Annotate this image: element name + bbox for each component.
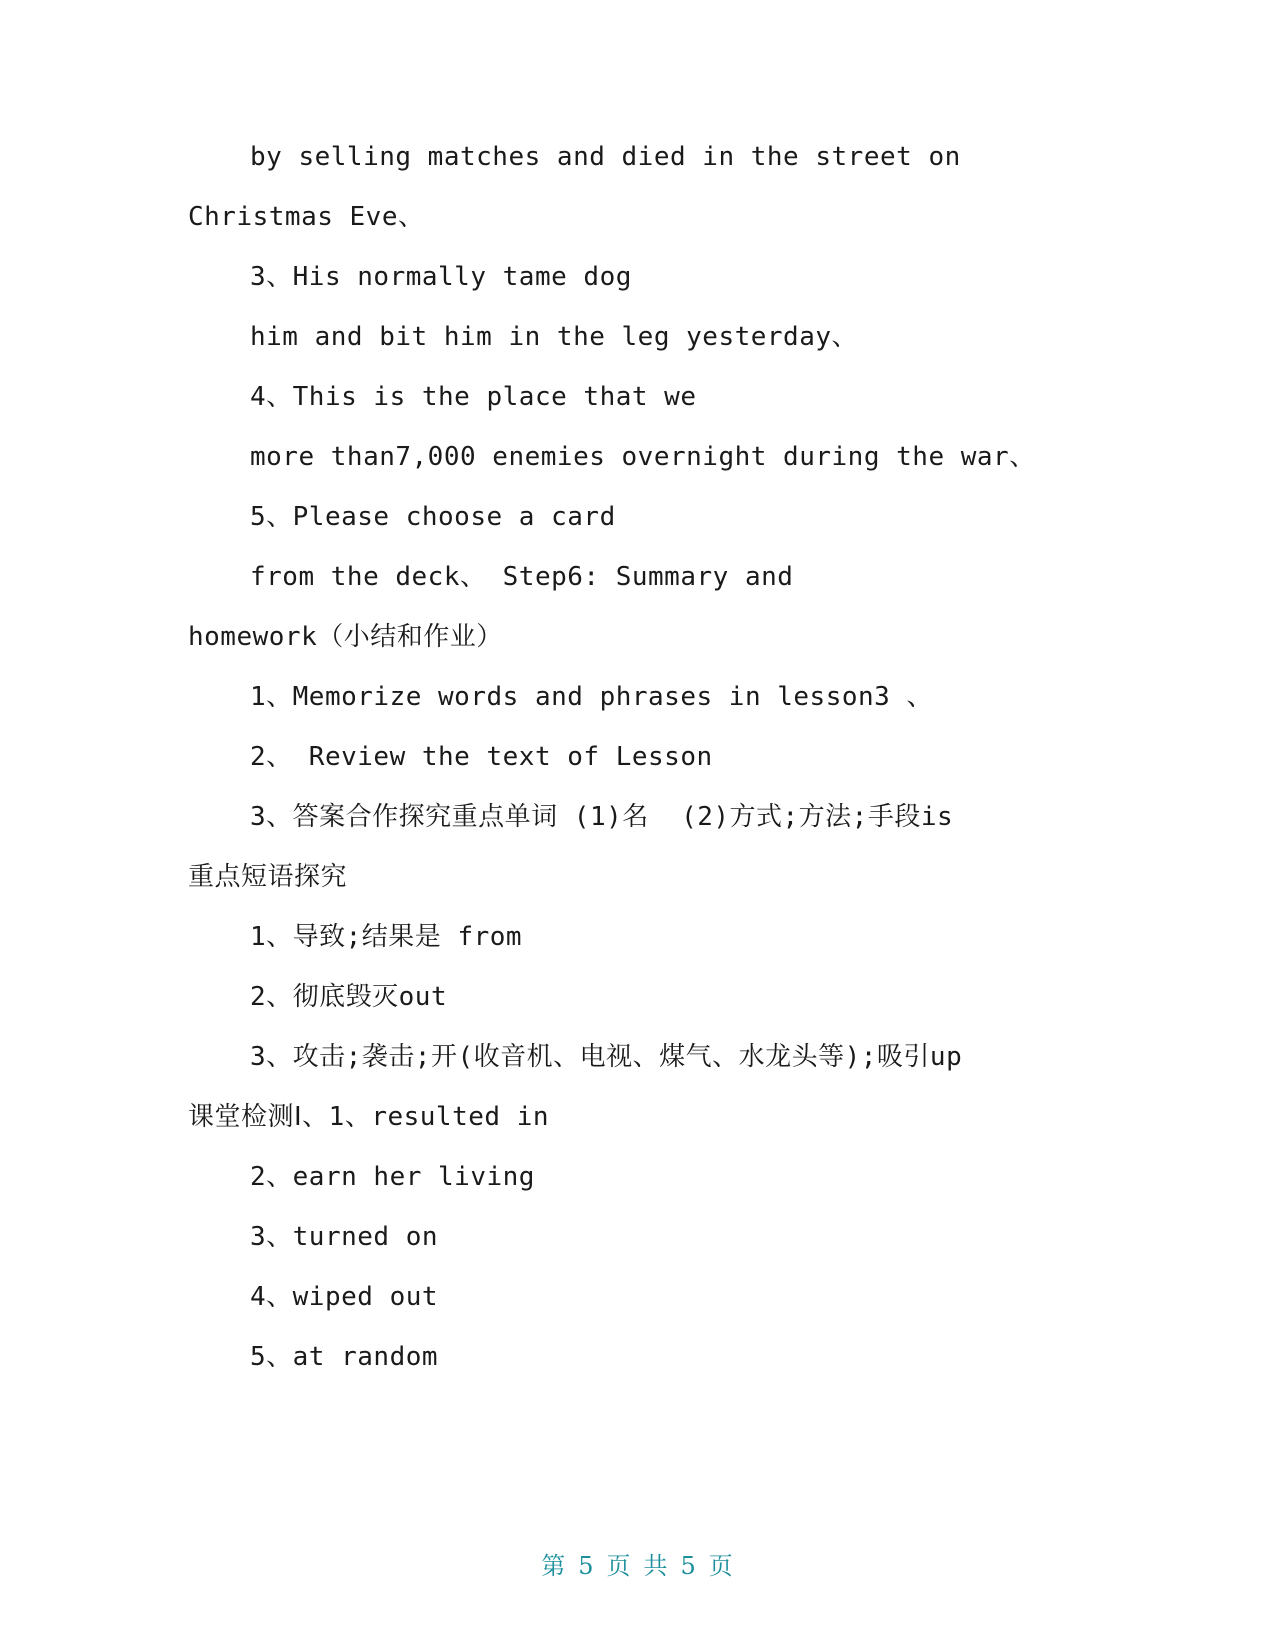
current-page-number: 5: [578, 1552, 595, 1580]
footer-label: 共: [643, 1552, 669, 1580]
footer-label: 页: [606, 1552, 632, 1580]
text-line: from the deck、 Step6: Summary and: [250, 562, 794, 592]
text-line: by selling matches and died in the street on: [250, 142, 961, 172]
text-line: 5、at random: [250, 1342, 439, 1372]
text-line: 1、导致;结果是 from: [250, 922, 523, 952]
text-line: 3、攻击;袭击;开(收音机、电视、煤气、水龙头等);吸引up: [250, 1042, 963, 1072]
footer-label: 第: [541, 1552, 567, 1580]
text-line: him and bit him in the leg yesterday、: [250, 322, 859, 352]
text-line: Christmas Eve、: [188, 202, 425, 232]
text-line: 课堂检测Ⅰ、1、resulted in: [188, 1102, 550, 1132]
text-line: 2、 Review the text of Lesson: [250, 742, 713, 772]
text-line: 2、彻底毁灭out: [250, 982, 448, 1012]
footer-label: 页: [708, 1552, 734, 1580]
text-line: 5、Please choose a card: [250, 502, 616, 532]
text-line: 4、This is the place that we: [250, 382, 697, 412]
text-line: homework（小结和作业）: [188, 622, 503, 652]
total-page-number: 5: [680, 1552, 697, 1580]
text-line: 1、Memorize words and phrases in lesson3 、: [250, 682, 933, 712]
text-line: 3、turned on: [250, 1222, 439, 1252]
text-line: 4、wiped out: [250, 1282, 439, 1312]
text-line: more than7,000 enemies overnight during the war、: [250, 442, 1036, 472]
text-line: 2、earn her living: [250, 1162, 535, 1192]
page-footer: [0, 1546, 1275, 1581]
text-line: 3、答案合作探究重点单词 (1)名 (2)方式;方法;手段is: [250, 802, 954, 832]
text-line: 3、His normally tame dog: [250, 262, 632, 292]
text-line: 重点短语探究: [188, 862, 348, 892]
